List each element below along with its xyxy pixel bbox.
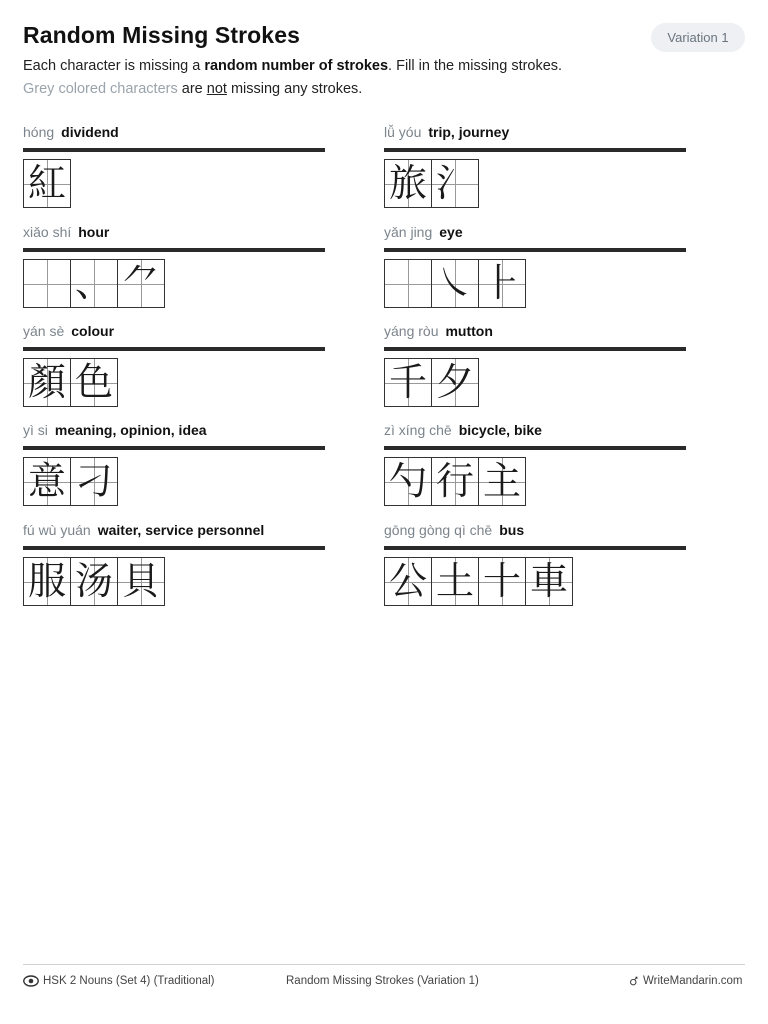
entry-rule: [23, 446, 325, 450]
variation-badge: Variation 1: [651, 23, 745, 52]
entry-pinyin: fú wù yuán: [23, 522, 91, 538]
partial-character: 意: [27, 459, 66, 503]
entry-pinyin: xiǎo shí: [23, 224, 72, 240]
partial-character: ㇏: [435, 261, 474, 305]
character-practice-box[interactable]: [117, 259, 165, 308]
character-practice-box[interactable]: [23, 159, 71, 208]
character-practice-box[interactable]: [384, 557, 432, 606]
character-boxes: [23, 457, 325, 506]
entry-label: [384, 224, 686, 244]
character-boxes: [23, 557, 325, 606]
character-practice-box[interactable]: [431, 259, 479, 308]
footer-right: [628, 975, 743, 987]
entry-label: [23, 224, 325, 244]
entry-label: [384, 522, 686, 542]
entry-pinyin: yáng ròu: [384, 323, 439, 339]
partial-character: 旅: [388, 161, 427, 205]
entry-label: [23, 422, 325, 442]
character-practice-box[interactable]: [70, 457, 118, 506]
partial-character: 汤: [74, 559, 113, 603]
character-practice-box[interactable]: [431, 159, 479, 208]
character-boxes: [23, 358, 325, 407]
character-boxes: [384, 159, 686, 208]
entry-pinyin: yì si: [23, 422, 48, 438]
character-practice-box[interactable]: [70, 557, 118, 606]
brand-logo-icon: [628, 975, 640, 987]
vocab-entry: [384, 224, 686, 308]
entry-english: bicycle, bike: [458, 422, 542, 438]
vocab-entry: [384, 323, 686, 407]
character-practice-box[interactable]: [23, 358, 71, 407]
partial-character: 土: [435, 559, 474, 603]
character-practice-box[interactable]: [525, 557, 573, 606]
footer-middle: Random Missing Strokes (Variation 1): [286, 975, 479, 987]
entry-label: [384, 124, 686, 144]
partial-character: 千: [388, 360, 427, 404]
vocab-entry: [23, 124, 325, 208]
entry-rule: [23, 347, 325, 351]
character-practice-box[interactable]: [23, 259, 71, 308]
partial-character: 行: [435, 459, 474, 503]
partial-character: ⺈: [121, 261, 160, 305]
character-practice-box[interactable]: [478, 457, 526, 506]
footer-set-name: HSK 2 Nouns (Set 4) (Traditional): [43, 975, 215, 987]
page-title: Random Missing Strokes: [23, 22, 300, 48]
character-practice-box[interactable]: [431, 457, 479, 506]
entry-rule: [384, 248, 686, 252]
vocab-entry: [384, 522, 686, 606]
entry-pinyin: hóng: [23, 124, 55, 140]
entry-pinyin: yán sè: [23, 323, 65, 339]
character-practice-box[interactable]: [384, 457, 432, 506]
partial-character: 服: [27, 559, 66, 603]
entry-rule: [384, 546, 686, 550]
vocab-entry: [23, 323, 325, 407]
vocab-entry: [384, 422, 686, 506]
entry-rule: [384, 148, 686, 152]
character-boxes: [384, 358, 686, 407]
character-practice-box[interactable]: [478, 259, 526, 308]
footer-left: [23, 975, 215, 987]
character-practice-box[interactable]: [23, 557, 71, 606]
character-boxes: [384, 457, 686, 506]
entry-label: [23, 124, 325, 144]
character-boxes: [384, 557, 686, 606]
entry-english: waiter, service personnel: [97, 522, 265, 538]
partial-character: 氵: [435, 161, 474, 205]
character-practice-box[interactable]: [23, 457, 71, 506]
instruction-line-1: Each character is missing a random number of strokes. Fill in the missing strokes.: [23, 58, 563, 74]
character-practice-box[interactable]: [117, 557, 165, 606]
vocab-entry: [23, 522, 325, 606]
partial-character: 公: [388, 559, 427, 603]
entry-rule: [384, 446, 686, 450]
partial-character: 刁: [74, 459, 113, 503]
character-boxes: [23, 259, 325, 308]
entry-pinyin: gōng gòng qì chē: [384, 522, 493, 538]
instruction-line-2: Grey colored characters are not missing any strokes.: [23, 81, 363, 97]
partial-character: ⺊: [482, 261, 521, 305]
partial-character: 顏: [27, 360, 66, 404]
entry-pinyin: lǚ yóu: [384, 124, 422, 140]
entry-english: hour: [78, 224, 110, 240]
character-practice-box[interactable]: [431, 557, 479, 606]
partial-character: 色: [74, 360, 113, 404]
entry-label: [384, 422, 686, 442]
vocab-entry: [23, 422, 325, 506]
footer-divider: [23, 964, 745, 965]
entry-english: dividend: [61, 124, 119, 140]
partial-character: 車: [529, 559, 568, 603]
entry-english: meaning, opinion, idea: [54, 422, 207, 438]
entry-pinyin: yǎn jing: [384, 224, 433, 240]
entry-label: [384, 323, 686, 343]
character-practice-box[interactable]: [431, 358, 479, 407]
partial-character: 紅: [27, 161, 66, 205]
entry-english: eye: [439, 224, 463, 240]
character-practice-box[interactable]: [384, 358, 432, 407]
vocab-entry: [23, 224, 325, 308]
partial-character: 主: [482, 459, 521, 503]
entry-rule: [384, 347, 686, 351]
footer-site: WriteMandarin.com: [643, 975, 743, 987]
partial-character: 夕: [435, 360, 474, 404]
partial-character: 、: [74, 261, 113, 305]
entry-english: mutton: [445, 323, 493, 339]
entry-english: colour: [71, 323, 115, 339]
entry-label: [23, 522, 325, 542]
partial-character: 勺: [388, 459, 427, 503]
character-boxes: [23, 159, 325, 208]
partial-character: [24, 260, 70, 307]
entry-rule: [23, 546, 325, 550]
partial-character: ⼗: [482, 559, 521, 603]
entry-english: bus: [499, 522, 525, 538]
character-practice-box[interactable]: [384, 259, 432, 308]
eye-icon: [23, 975, 39, 987]
partial-character: 貝: [121, 559, 160, 603]
character-practice-box[interactable]: [478, 557, 526, 606]
entry-rule: [23, 148, 325, 152]
character-practice-box[interactable]: [70, 259, 118, 308]
entry-pinyin: zì xíng chē: [384, 422, 452, 438]
entry-label: [23, 323, 325, 343]
character-practice-box[interactable]: [384, 159, 432, 208]
partial-character: [385, 260, 431, 307]
character-practice-box[interactable]: [70, 358, 118, 407]
vocab-entry: [384, 124, 686, 208]
character-boxes: [384, 259, 686, 308]
entry-rule: [23, 248, 325, 252]
entry-english: trip, journey: [428, 124, 510, 140]
